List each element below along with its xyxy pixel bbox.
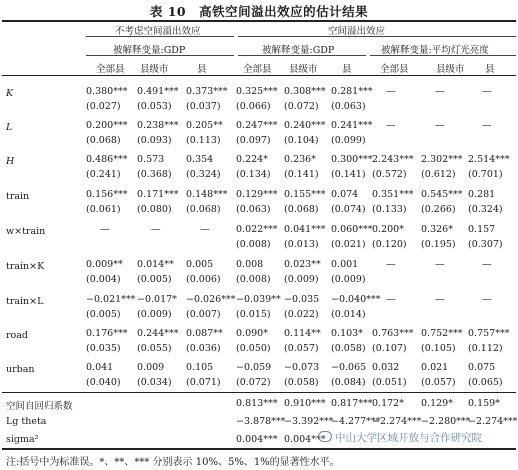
coef-cell: 2.514*** <box>468 154 510 165</box>
se-cell: (0.061) <box>86 204 121 215</box>
stat-cell: 0.817*** <box>331 398 373 409</box>
coef-cell: — <box>482 294 492 305</box>
coef-cell: 2.243*** <box>372 154 414 165</box>
se-cell: (0.009) <box>331 274 366 285</box>
header-rule <box>2 75 516 76</box>
coef-cell: — <box>386 120 396 131</box>
coef-cell: — <box>482 259 492 270</box>
row-label: K <box>6 88 14 99</box>
se-cell: (0.013) <box>284 239 319 250</box>
se-cell: (0.093) <box>137 135 172 146</box>
coef-cell: 0.023** <box>284 259 321 270</box>
watermark <box>318 430 482 445</box>
coef-cell: 0.114** <box>284 328 321 339</box>
coef-cell: 0.351*** <box>372 189 414 200</box>
se-cell: (0.141) <box>331 169 366 180</box>
col-header: 县级市 <box>436 64 465 75</box>
se-cell: (0.004) <box>86 274 121 285</box>
coef-cell: 0.491*** <box>137 86 179 97</box>
se-cell: (0.324) <box>186 169 221 180</box>
stat-cell: −3.878*** <box>236 416 286 427</box>
se-cell: (0.195) <box>421 239 456 250</box>
se-cell: (0.572) <box>372 169 407 180</box>
se-cell: (0.324) <box>468 204 503 215</box>
coef-cell: −0.035 <box>284 294 320 305</box>
row-label: train×K <box>6 261 45 272</box>
coef-cell: — <box>386 294 396 305</box>
coef-cell: 0.752*** <box>421 328 463 339</box>
stats-rule <box>2 392 516 393</box>
se-cell: (0.058) <box>331 343 366 354</box>
se-cell: (0.074) <box>331 204 366 215</box>
coef-cell: 0.205** <box>186 120 223 131</box>
se-cell: (0.007) <box>186 309 221 320</box>
coef-cell: 0.573 <box>137 154 165 165</box>
se-cell: (0.057) <box>421 377 456 388</box>
coef-cell: — <box>386 259 396 270</box>
se-cell: (0.053) <box>137 101 172 112</box>
watermark-text: 中山大学区域开放与合作研究院 <box>335 432 482 444</box>
coef-cell: 0.200*** <box>86 120 128 131</box>
coef-cell: 0.087** <box>186 328 223 339</box>
bottom-rule <box>2 448 516 450</box>
table-note: 注:括号中为标准误。*、**、*** 分别表示 10%、5%、1%的显著性水平。 <box>6 457 340 468</box>
se-cell: (0.080) <box>137 204 172 215</box>
stat-cell: −4.277*** <box>331 416 381 427</box>
coef-cell: 0.326* <box>421 224 453 235</box>
coef-cell: — <box>482 86 492 97</box>
coef-cell: 0.005 <box>186 259 214 270</box>
se-cell: (0.307) <box>468 239 503 250</box>
coef-cell: −0.017* <box>137 294 177 305</box>
stat-cell: 0.004*** <box>236 434 278 445</box>
se-cell: (0.058) <box>284 377 319 388</box>
stat-cell: −2.274*** <box>468 416 518 427</box>
se-cell: (0.120) <box>372 239 407 250</box>
se-cell: (0.009) <box>284 274 319 285</box>
se-cell: (0.084) <box>331 377 366 388</box>
se-cell: (0.133) <box>372 204 407 215</box>
coef-cell: 0.308*** <box>284 86 326 97</box>
row-label: L <box>6 122 13 133</box>
se-cell: (0.105) <box>421 343 456 354</box>
coef-cell: 0.041*** <box>284 224 326 235</box>
coef-cell: 0.236* <box>284 154 316 165</box>
stat-cell: −3.392*** <box>284 416 334 427</box>
coef-cell: −0.021*** <box>86 294 136 305</box>
stat-label: sigma² <box>6 434 39 445</box>
row-label: H <box>6 156 15 167</box>
coef-cell: — <box>435 120 445 131</box>
col-header: 全部县 <box>96 64 125 75</box>
coef-cell: 0.009** <box>86 259 123 270</box>
coef-cell: 0.247*** <box>236 120 278 131</box>
coef-cell: — <box>200 224 210 235</box>
col-header: 县级市 <box>140 64 169 75</box>
stat-cell: 0.004*** <box>284 434 326 445</box>
coef-cell: 0.075 <box>468 362 496 373</box>
stat-cell: 0.129* <box>421 398 453 409</box>
se-cell: (0.068) <box>86 135 121 146</box>
coef-cell: 0.241*** <box>331 120 373 131</box>
se-cell: (0.034) <box>137 377 172 388</box>
coef-cell: 0.157 <box>468 224 496 235</box>
row-label: train×L <box>6 296 44 307</box>
se-cell: (0.063) <box>331 101 366 112</box>
se-cell: (0.022) <box>284 309 319 320</box>
stat-cell: −2.274*** <box>372 416 422 427</box>
se-cell: (0.021) <box>331 239 366 250</box>
coef-cell: 0.281 <box>468 189 496 200</box>
coef-cell: 0.148*** <box>186 189 228 200</box>
dep-header-mid: 被解释变量:GDP <box>262 45 335 56</box>
coef-cell: −0.040*** <box>331 294 381 305</box>
se-cell: (0.072) <box>236 377 271 388</box>
coef-cell: 0.105 <box>186 362 214 373</box>
se-cell: (0.015) <box>236 309 271 320</box>
dep-header-left: 被解释变量:GDP <box>113 45 186 56</box>
se-cell: (0.701) <box>468 169 503 180</box>
coef-cell: — <box>386 86 396 97</box>
stat-cell: −2.280*** <box>421 416 471 427</box>
coef-cell: 0.156*** <box>86 189 128 200</box>
col-header: 全部县 <box>243 64 272 75</box>
se-cell: (0.050) <box>236 343 271 354</box>
stat-cell: 0.159* <box>468 398 500 409</box>
se-cell: (0.009) <box>137 309 172 320</box>
coef-cell: 0.224* <box>236 154 268 165</box>
coef-cell: 0.022*** <box>236 224 278 235</box>
coef-cell: 0.014** <box>137 259 174 270</box>
coef-cell: 0.354 <box>186 154 214 165</box>
coef-cell: 0.008 <box>236 259 264 270</box>
se-cell: (0.035) <box>86 343 121 354</box>
se-cell: (0.005) <box>137 274 172 285</box>
coef-cell: 2.302*** <box>421 154 463 165</box>
col-header: 县 <box>485 64 495 75</box>
coef-cell: 0.380*** <box>86 86 128 97</box>
se-cell: (0.057) <box>284 343 319 354</box>
coef-cell: 0.373*** <box>186 86 228 97</box>
top-rule <box>2 20 516 22</box>
coef-cell: 0.001 <box>331 259 359 270</box>
se-cell: (0.008) <box>236 239 271 250</box>
se-cell: (0.008) <box>236 274 271 285</box>
se-cell: (0.068) <box>186 204 221 215</box>
coef-cell: −0.065 <box>331 362 367 373</box>
col-header: 全部县 <box>380 64 409 75</box>
se-cell: (0.014) <box>331 309 366 320</box>
coef-cell: 0.486*** <box>86 154 128 165</box>
se-cell: (0.036) <box>186 343 221 354</box>
se-cell: (0.066) <box>236 101 271 112</box>
se-cell: (0.113) <box>186 135 221 146</box>
row-label: w×train <box>6 226 46 237</box>
se-cell: (0.040) <box>86 377 121 388</box>
coef-cell: −0.026*** <box>186 294 236 305</box>
se-cell: (0.068) <box>284 204 319 215</box>
coef-cell: — <box>482 120 492 131</box>
dep-header-right: 被解释变量:平均灯光亮度 <box>381 45 489 56</box>
stat-label: 空间自回归系数 <box>6 401 73 412</box>
se-cell: (0.099) <box>331 135 366 146</box>
stat-cell: 0.172* <box>372 398 404 409</box>
coef-cell: 0.281*** <box>331 86 373 97</box>
coef-cell: 0.032 <box>372 362 400 373</box>
se-cell: (0.006) <box>186 274 221 285</box>
chat-bubble-icon <box>318 431 332 442</box>
coef-cell: 0.129*** <box>236 189 278 200</box>
se-cell: (0.112) <box>468 343 503 354</box>
se-cell: (0.071) <box>186 377 221 388</box>
coef-cell: — <box>100 224 110 235</box>
stat-cell: 0.813*** <box>236 398 278 409</box>
coef-cell: 0.757*** <box>468 328 510 339</box>
se-cell: (0.104) <box>284 135 319 146</box>
coef-cell: −0.039** <box>236 294 281 305</box>
coef-cell: 0.240*** <box>284 120 326 131</box>
se-cell: (0.055) <box>137 343 172 354</box>
coef-cell: 0.200* <box>372 224 404 235</box>
group-header-right: 空间溢出效应 <box>328 26 386 37</box>
coef-cell: 0.325*** <box>236 86 278 97</box>
coef-cell: 0.009 <box>137 362 165 373</box>
coef-cell: 0.763*** <box>372 328 414 339</box>
coef-cell: 0.545*** <box>421 189 463 200</box>
se-cell: (0.072) <box>284 101 319 112</box>
se-cell: (0.241) <box>86 169 121 180</box>
se-cell: (0.107) <box>372 343 407 354</box>
group-header-left: 不考虑空间溢出效应 <box>115 26 201 37</box>
row-label: urban <box>6 364 35 375</box>
coef-cell: 0.041 <box>86 362 114 373</box>
col-header: 县级市 <box>289 64 318 75</box>
coef-cell: 0.090* <box>236 328 268 339</box>
col-header: 县 <box>342 64 352 75</box>
coef-cell: 0.103* <box>331 328 363 339</box>
coef-cell: 0.176*** <box>86 328 128 339</box>
se-cell: (0.065) <box>468 377 503 388</box>
coef-cell: 0.021 <box>421 362 449 373</box>
se-cell: (0.051) <box>372 377 407 388</box>
stat-label: Lg theta <box>6 416 47 427</box>
coef-cell: 0.244*** <box>137 328 179 339</box>
coef-cell: 0.060*** <box>331 224 373 235</box>
coef-cell: −0.059 <box>236 362 272 373</box>
coef-cell: — <box>435 259 445 270</box>
coef-cell: 0.300*** <box>331 154 373 165</box>
se-cell: (0.005) <box>86 309 121 320</box>
se-cell: (0.368) <box>137 169 172 180</box>
se-cell: (0.037) <box>186 101 221 112</box>
row-label: train <box>6 191 30 202</box>
col-header: 县 <box>197 64 207 75</box>
se-cell: (0.134) <box>236 169 271 180</box>
coef-cell: — <box>151 224 161 235</box>
se-cell: (0.097) <box>236 135 271 146</box>
coef-cell: — <box>435 294 445 305</box>
se-cell: (0.063) <box>236 204 271 215</box>
se-cell: (0.027) <box>86 101 121 112</box>
se-cell: (0.612) <box>421 169 456 180</box>
se-cell: (0.266) <box>421 204 456 215</box>
coef-cell: 0.171*** <box>137 189 179 200</box>
coef-cell: 0.238*** <box>137 120 179 131</box>
row-label: road <box>6 330 29 341</box>
se-cell: (0.141) <box>284 169 319 180</box>
stat-cell: 0.910*** <box>284 398 326 409</box>
coef-cell: 0.074 <box>331 189 359 200</box>
coef-cell: — <box>435 86 445 97</box>
coef-cell: 0.155*** <box>284 189 326 200</box>
table-title: 表 10 高铁空间溢出效应的估计结果 <box>149 4 369 19</box>
coef-cell: −0.073 <box>284 362 320 373</box>
